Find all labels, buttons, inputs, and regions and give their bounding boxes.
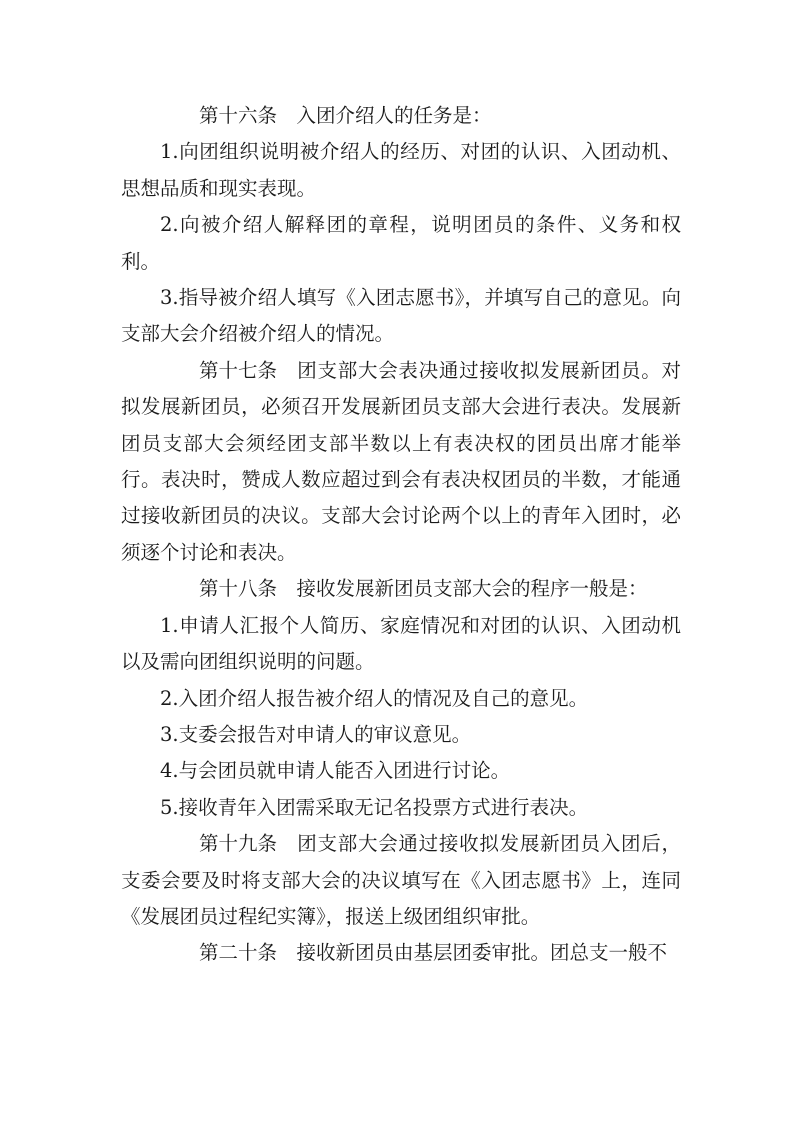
paragraph-text: 3.指导被介绍人填写《入团志愿书》，并填写自己的意见。向支部大会介绍被介绍人的情况。: [121, 286, 681, 346]
paragraph-article-18: [121, 571, 681, 607]
paragraph-text: 3.支委会报告对申请人的审议意见。: [160, 722, 472, 746]
paragraph-article-20: [121, 935, 681, 971]
article-number: 第十七条: [199, 358, 278, 382]
paragraph-text: 4.与会团员就申请人能否入团进行讨论。: [160, 759, 511, 783]
paragraph-article-19: [121, 826, 681, 935]
paragraph-text: 1.申请人汇报个人简历、家庭情况和对团的认识、入团动机以及需向团组织说明的问题。: [121, 613, 681, 674]
article-number: 第十八条: [199, 577, 278, 601]
list-item: [121, 134, 681, 207]
paragraph-text: 2.入团介绍人报告被介绍人的情况及自己的意见。: [160, 686, 589, 710]
paragraph-article-16: [121, 98, 681, 134]
list-item: [121, 790, 681, 826]
paragraph-text: 接收新团员由基层团委审批。团总支一般不: [296, 941, 668, 965]
list-item: [121, 207, 681, 280]
list-item: [121, 717, 681, 753]
paragraph-article-17: [121, 353, 681, 571]
paragraph-text: 1.向团组织说明被介绍人的经历、对团的认识、入团动机、思想品质和现实表现。: [121, 140, 681, 200]
paragraph-text: 接收发展新团员支部大会的程序一般是：: [296, 577, 648, 601]
document-body: [121, 98, 681, 972]
paragraph-text: 2.向被介绍人解释团的章程，说明团员的条件、义务和权利。: [121, 213, 681, 273]
paragraph-text: 团支部大会表决通过接收拟发展新团员。对拟发展新团员，必须召开发展新团员支部大会进行表决。发展新团员支部大会须经团支部半数以上有表决权的团员出席才能举行。表决时，赞成人数应超过到会有表决权团员的半数，才能通过接收新团员的决议。支部大会讨论两个以上的青年入团时，必须逐个讨论和表决。: [121, 358, 681, 564]
list-item: [121, 753, 681, 789]
article-number: 第十九条: [199, 832, 278, 856]
paragraph-text: 入团介绍人的任务是：: [296, 104, 492, 127]
article-number: 第十六条: [199, 104, 278, 127]
list-item: [121, 681, 681, 717]
paragraph-text: 团支部大会通过接收拟发展新团员入团后，支委会要及时将支部大会的决议填写在《入团志愿书》上，连同《发展团员过程纪实簿》，报送上级团组织审批。: [121, 832, 681, 928]
paragraph-text: 5.接收青年入团需采取无记名投票方式进行表决。: [160, 795, 589, 819]
list-item: [121, 608, 681, 681]
list-item: [121, 280, 681, 353]
article-number: 第二十条: [199, 941, 278, 965]
